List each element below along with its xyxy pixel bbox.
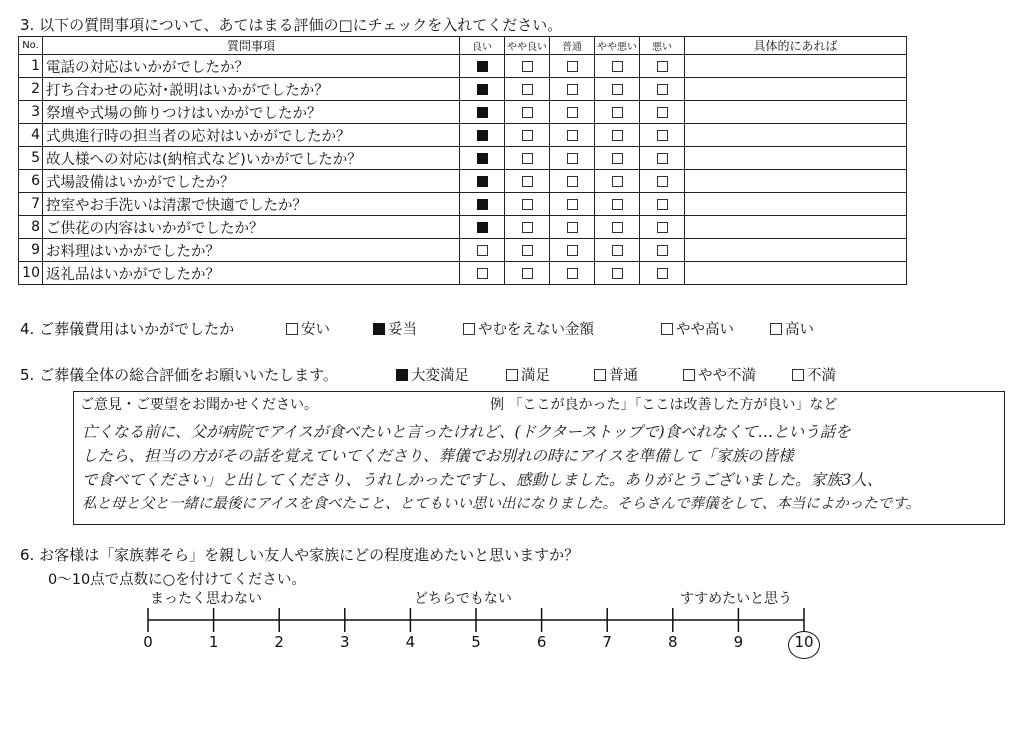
q4-option[interactable] (770, 318, 814, 339)
scale-number[interactable]: 0 (143, 633, 153, 651)
table-row (19, 262, 907, 285)
rating-checkbox[interactable] (657, 107, 668, 118)
rating-checkbox[interactable] (567, 61, 578, 72)
q6-title: 6. お客様は「家族葬そら」を親しい友人や家族にどの程度進めたいと思いますか？ (20, 546, 580, 564)
rating-checkbox[interactable] (612, 222, 623, 233)
rating-checkbox[interactable] (567, 222, 578, 233)
rating-checkbox[interactable] (657, 176, 668, 187)
rating-checkbox[interactable] (612, 130, 623, 141)
table-row (19, 147, 907, 170)
row-question: 式場設備はいかがでしたか？ (43, 170, 460, 193)
detail-cell (685, 239, 907, 262)
option-checkbox[interactable] (770, 323, 782, 335)
rating-checkbox[interactable] (612, 268, 623, 279)
scale-number[interactable]: 2 (274, 633, 284, 651)
rating-checkbox[interactable] (567, 130, 578, 141)
rating-checkbox[interactable] (477, 84, 488, 95)
table-row (19, 170, 907, 193)
row-question: ご供花の内容はいかがでしたか？ (43, 216, 460, 239)
rating-checkbox[interactable] (522, 107, 533, 118)
scale-label-low: まったく思わない (150, 591, 262, 607)
q4-option[interactable] (661, 318, 734, 339)
selected-score-circle (788, 631, 820, 659)
rating-checkbox[interactable] (522, 245, 533, 256)
rating-checkbox[interactable] (522, 61, 533, 72)
rating-checkbox[interactable] (657, 199, 668, 210)
header-fairly-good: やや良い (505, 37, 550, 55)
option-label: やや高い (676, 322, 734, 338)
rating-checkbox[interactable] (522, 199, 533, 210)
rating-checkbox[interactable] (567, 268, 578, 279)
table-row (19, 124, 907, 147)
rating-checkbox[interactable] (612, 84, 623, 95)
row-question: 返礼品はいかがでしたか？ (43, 262, 460, 285)
rating-checkbox[interactable] (522, 176, 533, 187)
row-number: 9 (19, 239, 43, 262)
detail-cell (685, 193, 907, 216)
rating-checkbox[interactable] (567, 199, 578, 210)
row-number: 8 (19, 216, 43, 239)
row-question: 祭壇や式場の飾りつけはいかがでしたか？ (43, 101, 460, 124)
rating-checkbox[interactable] (657, 130, 668, 141)
rating-checkbox[interactable] (657, 61, 668, 72)
rating-checkbox[interactable] (477, 107, 488, 118)
q5-option[interactable] (792, 364, 836, 385)
rating-checkbox[interactable] (612, 199, 623, 210)
detail-cell (685, 78, 907, 101)
q4-title: 4. ご葬儀費用はいかがでしたか (20, 320, 235, 338)
table-row (19, 78, 907, 101)
rating-checkbox[interactable] (567, 176, 578, 187)
detail-cell (685, 124, 907, 147)
row-number: 6 (19, 170, 43, 193)
header-detail: 具体的にあれば (685, 37, 907, 55)
comment-line: で食べてください」と出してくださり、うれしかったですし、感動しました。ありがとうございました。家族3人、 (82, 471, 883, 489)
table-row (19, 216, 907, 239)
row-number: 10 (19, 262, 43, 285)
option-label: 不満 (807, 368, 836, 384)
header-bad: 悪い (640, 37, 685, 55)
rating-checkbox[interactable] (657, 222, 668, 233)
rating-checkbox[interactable] (522, 84, 533, 95)
scale-label-high: すすめたいと思う (680, 591, 793, 607)
rating-checkbox[interactable] (477, 61, 488, 72)
q5-option[interactable] (506, 364, 550, 385)
rating-checkbox[interactable] (567, 153, 578, 164)
comment-line: したら、担当の方がその話を覚えていてくださり、葬儀でお別れの時にアイスを準備して「家族の皆様 (82, 447, 794, 465)
option-checkbox[interactable] (594, 369, 606, 381)
header-question: 質問事項 (43, 37, 460, 55)
table-row (19, 101, 907, 124)
row-number: 1 (19, 55, 43, 78)
rating-checkbox[interactable] (477, 130, 488, 141)
rating-checkbox[interactable] (567, 245, 578, 256)
q5-option[interactable] (396, 364, 469, 385)
rating-checkbox[interactable] (657, 268, 668, 279)
table-row (19, 55, 907, 78)
scale-number[interactable]: 4 (405, 633, 416, 651)
row-number: 7 (19, 193, 43, 216)
scale-number[interactable]: 3 (340, 633, 350, 651)
comment-line: 亡くなる前に、父が病院でアイスが食べたいと言ったけれど、(ドクターストップで)食べれなくて…という話を (82, 423, 851, 441)
rating-checkbox[interactable] (612, 245, 623, 256)
comment-example: 例 「ここが良かった」「ここは改善した方が良い」など (490, 397, 838, 413)
rating-checkbox[interactable] (657, 84, 668, 95)
table-row (19, 193, 907, 216)
rating-table (18, 36, 907, 285)
option-checkbox[interactable] (683, 369, 695, 381)
rating-checkbox[interactable] (477, 245, 488, 256)
detail-cell (685, 216, 907, 239)
rating-checkbox[interactable] (657, 153, 668, 164)
rating-checkbox[interactable] (477, 222, 488, 233)
row-question: 故人様への対応は(納棺式など)いかがでしたか？ (43, 147, 460, 170)
row-question: 打ち合わせの応対･説明はいかがでしたか？ (43, 78, 460, 101)
detail-cell (685, 262, 907, 285)
rating-checkbox[interactable] (522, 130, 533, 141)
row-question: お料理はいかがでしたか？ (43, 239, 460, 262)
q5-option[interactable] (683, 364, 756, 385)
header-good: 良い (460, 37, 505, 55)
rating-checkbox[interactable] (612, 153, 623, 164)
detail-cell (685, 170, 907, 193)
option-checkbox[interactable] (286, 323, 298, 335)
comment-box (73, 391, 1005, 525)
option-label: 妥当 (388, 322, 417, 338)
row-number: 5 (19, 147, 43, 170)
row-number: 3 (19, 101, 43, 124)
q4-option[interactable] (286, 318, 330, 339)
comment-line: 私と母と父と一緒に最後にアイスを食べたこと、とてもいい思い出になりました。そらさんで葬儀をして、本当によかったです。 (82, 496, 921, 512)
option-label: 普通 (609, 368, 638, 384)
rating-checkbox[interactable] (477, 176, 488, 187)
scale-number[interactable]: 6 (536, 633, 547, 651)
rating-checkbox[interactable] (477, 268, 488, 279)
header-normal: 普通 (550, 37, 595, 55)
scale-number[interactable]: 10 (794, 633, 814, 651)
detail-cell (685, 101, 907, 124)
q3-title: 3. 以下の質問事項について、あてはまる評価の□にチェックを入れてください。 (20, 16, 563, 34)
row-number: 2 (19, 78, 43, 101)
scale-number[interactable]: 8 (668, 633, 678, 651)
detail-cell (685, 55, 907, 78)
rating-checkbox[interactable] (522, 153, 533, 164)
option-label: 高い (785, 322, 814, 338)
option-checkbox[interactable] (463, 323, 475, 335)
row-question: 電話の対応はいかがでしたか？ (43, 55, 460, 78)
header-fairly-bad: やや悪い (595, 37, 640, 55)
rating-checkbox[interactable] (567, 107, 578, 118)
rating-checkbox[interactable] (657, 245, 668, 256)
option-label: やや不満 (698, 368, 756, 384)
table-row (19, 239, 907, 262)
rating-checkbox[interactable] (522, 268, 533, 279)
rating-checkbox[interactable] (522, 222, 533, 233)
rating-checkbox[interactable] (477, 199, 488, 210)
row-number: 4 (19, 124, 43, 147)
detail-cell (685, 147, 907, 170)
q4-option[interactable] (373, 318, 417, 339)
rating-checkbox[interactable] (612, 176, 623, 187)
scale-number[interactable]: 9 (733, 633, 744, 651)
header-no: No. (19, 37, 43, 55)
rating-checkbox[interactable] (612, 61, 623, 72)
rating-checkbox[interactable] (477, 153, 488, 164)
row-question: 式典進行時の担当者の応対はいかがでしたか？ (43, 124, 460, 147)
comment-prompt: ご意見・ご要望をお聞かせください。 (80, 397, 318, 413)
option-checkbox[interactable] (661, 323, 673, 335)
scale-number[interactable]: 5 (471, 633, 481, 651)
rating-checkbox[interactable] (612, 107, 623, 118)
q6-subtitle: 0～10点で点数に○を付けてください。 (48, 572, 306, 588)
option-checkbox[interactable] (373, 323, 385, 335)
option-label: 満足 (521, 368, 550, 384)
option-checkbox[interactable] (792, 369, 804, 381)
option-checkbox[interactable] (396, 369, 408, 381)
scale-number[interactable]: 1 (208, 633, 219, 651)
option-label: やむをえない金額 (478, 322, 594, 338)
option-label: 安い (301, 322, 330, 338)
q5-title: 5. ご葬儀全体の総合評価をお願いいたします。 (20, 366, 338, 384)
option-checkbox[interactable] (506, 369, 518, 381)
q5-option[interactable] (594, 364, 638, 385)
scale-number[interactable]: 7 (602, 633, 612, 651)
q4-option[interactable] (463, 318, 594, 339)
option-label: 大変満足 (411, 368, 469, 384)
row-question: 控室やお手洗いは清潔で快適でしたか？ (43, 193, 460, 216)
rating-checkbox[interactable] (567, 84, 578, 95)
scale-label-mid: どちらでもない (414, 591, 512, 607)
